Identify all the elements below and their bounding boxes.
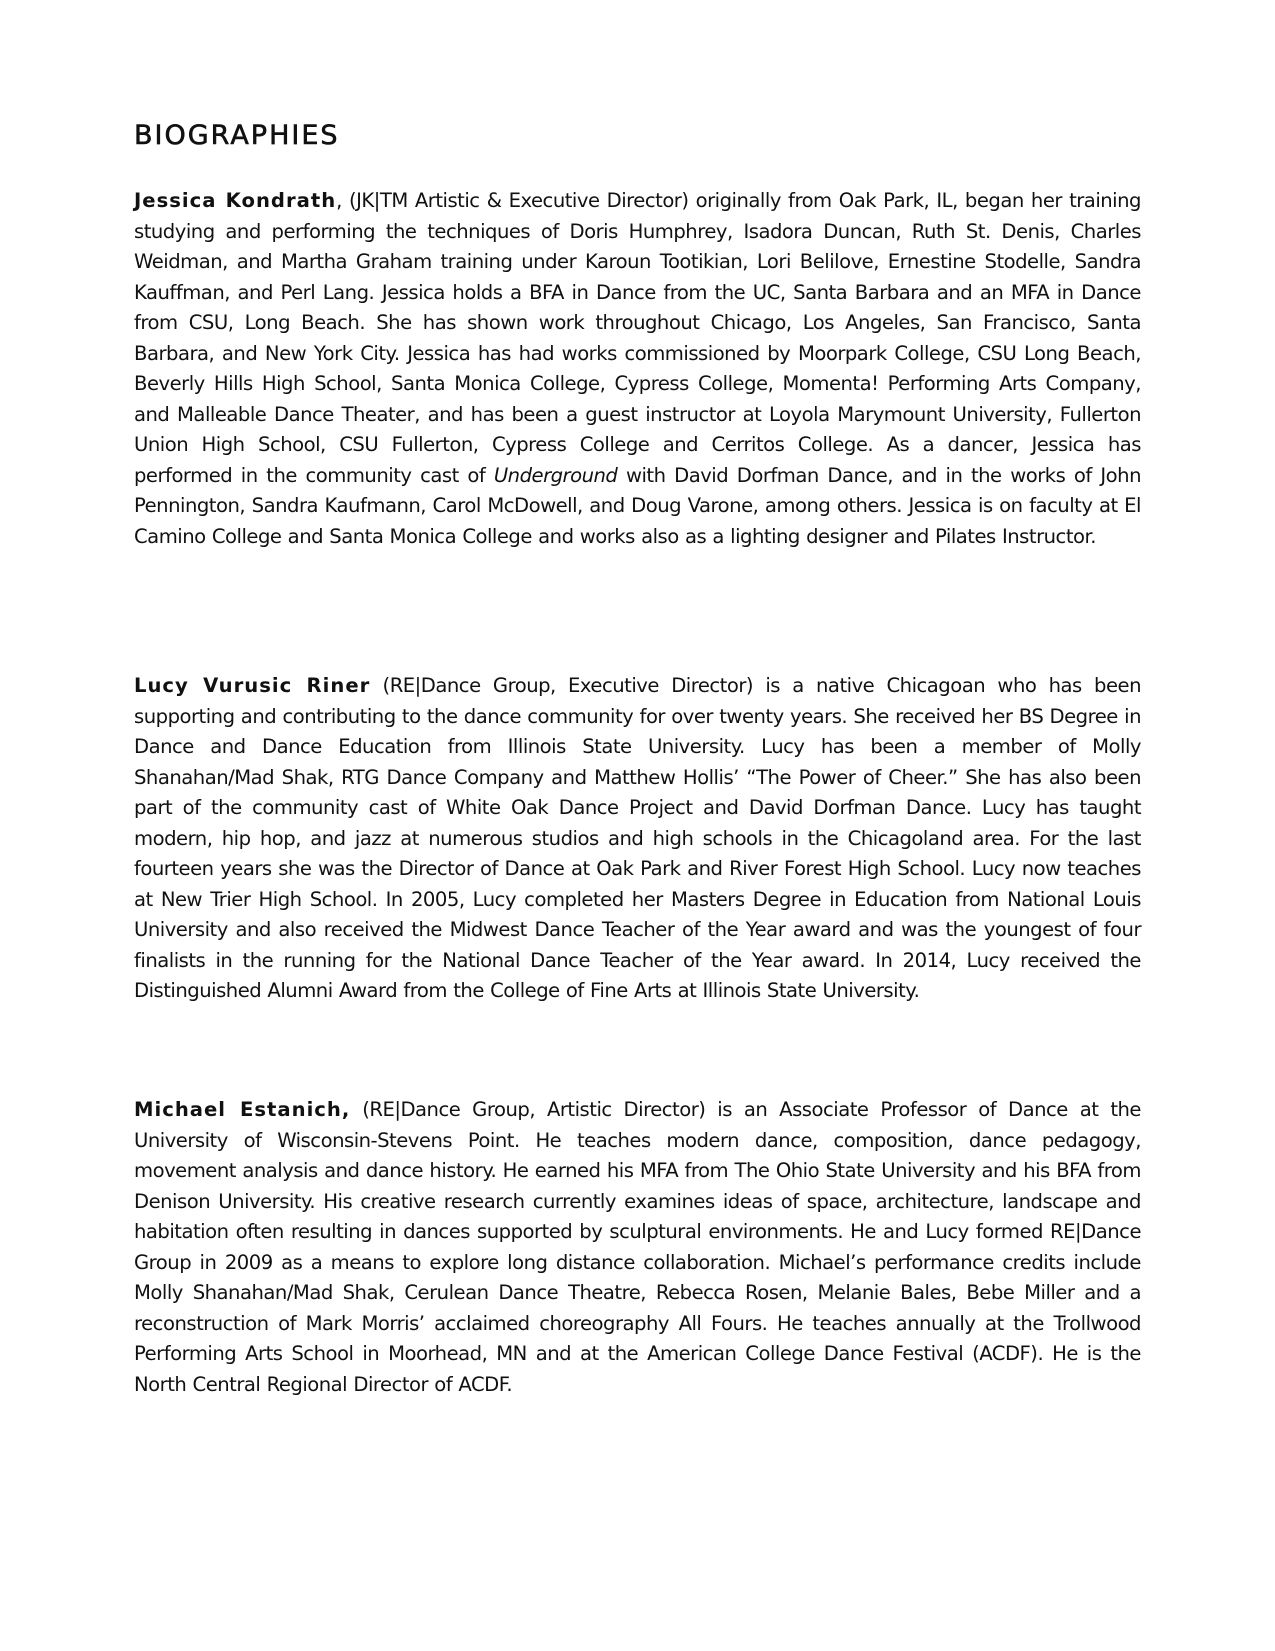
bio-paragraph-lucy-vurusic-riner bbox=[134, 671, 1141, 1007]
bio-text: (RE|Dance Group, Executive Director) is a native Chicagoan who has been supporting and contributing to the dance community for over twenty years. She received her BS Degree in Dance and Dance Education from Illinois State University. Lucy has been a member of Molly Shanahan/Mad Shak, RTG Dance Company and Matthew Hollis’ “The Power of Cheer.” She has also been part of the community cast of White Oak Dance Project and David Dorfman Dance. Lucy has taught modern, hip hop, and jazz at numerous studios and high schools in the Chicagoland area. For the last fourteen years she was the Director of Dance at Oak Park and River Forest High School. Lucy now teaches at New Trier High School. In 2005, Lucy completed her Masters Degree in Education from National Louis University and also received the Midwest Dance Teacher of the Year award and was the youngest of four finalists in the running for the National Dance Teacher of the Year award. In 2014, Lucy received the Distinguished Alumni Award from the College of Fine Arts at Illinois State University. bbox=[134, 674, 1141, 1002]
bio-text: with David Dorfman Dance, and in the works of John Pennington, Sandra Kaufmann, Carol McDowell, and Doug Varone, among others. Jessica is on faculty at El Camino College and Santa Monica College and works also as a lighting designer and Pilates Instructor. bbox=[134, 463, 1141, 548]
bio-text: , (JK|TM Artistic & Executive Director) originally from Oak Park, IL, began her training studying and performing the techniques of Doris Humphrey, Isadora Duncan, Ruth St. Denis, Charles Weidman, and Martha Graham training under Karoun Tootikian, Lori Belilove, Ernestine Stodelle, Sandra Kauffman, and Perl Lang. Jessica holds a BFA in Dance from the UC, Santa Barbara and an MFA in Dance from CSU, Long Beach. She has shown work throughout Chicago, Los Angeles, San Francisco, Santa Barbara, and New York City. Jessica has had works commissioned by Moorpark College, CSU Long Beach, Beverly Hills High School, Santa Monica College, Cypress College, Momenta! Performing Arts Company, and Malleable Dance Theater, and has been a guest instructor at Loyola Marymount University, Fullerton Union High School, CSU Fullerton, Cypress College and Cerritos College. As a dancer, Jessica has performed in the community cast of bbox=[134, 189, 1141, 487]
bio-name: Jessica Kondrath bbox=[134, 189, 337, 212]
bio-name: Lucy Vurusic Riner bbox=[134, 674, 371, 697]
bio-name: Michael Estanich, bbox=[134, 1098, 351, 1121]
bio-paragraph-michael-estanich bbox=[134, 1095, 1141, 1400]
page-title: BIOGRAPHIES bbox=[134, 120, 340, 151]
document-page bbox=[134, 118, 1141, 1396]
bio-paragraph-jessica-kondrath bbox=[134, 186, 1141, 552]
bio-text: (RE|Dance Group, Artistic Director) is an Associate Professor of Dance at the University of Wisconsin-Stevens Point. He teaches modern dance, composition, dance pedagogy, movement analysis and dance history. He earned his MFA from The Ohio State University and his BFA from Denison University. His creative research currently examines ideas of space, architecture, landscape and habitation often resulting in dances supported by sculptural environments. He and Lucy formed RE|Dance Group in 2009 as a means to explore long distance collaboration. Michael’s performance credits include Molly Shanahan/Mad Shak, Cerulean Dance Theatre, Rebecca Rosen, Melanie Bales, Bebe Miller and a reconstruction of Mark Morris’ acclaimed choreography All Fours. He teaches annually at the Trollwood Performing Arts School in Moorhead, MN and at the American College Dance Festival (ACDF). He is the North Central Regional Director of ACDF. bbox=[134, 1098, 1141, 1396]
bio-italic-title: Underground bbox=[493, 463, 618, 487]
